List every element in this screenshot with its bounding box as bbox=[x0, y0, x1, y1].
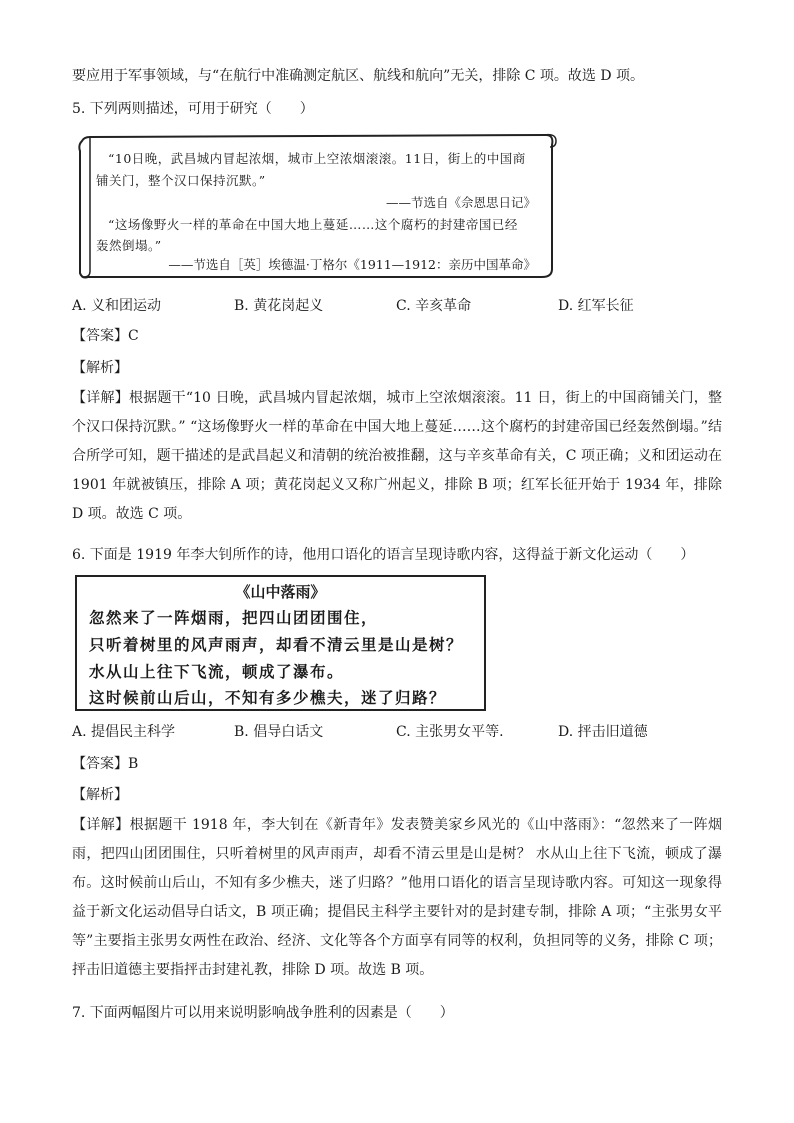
q5-option-a: A. 义和团运动 bbox=[72, 298, 162, 314]
q7-stem: 7. 下面两幅图片可以用来说明影响战争胜利的因素是（ ） bbox=[72, 1005, 454, 1021]
q5-quote2-line1: “这场像野火一样的革命在中国大地上蔓延……这个腐朽的封建帝国已经 bbox=[108, 217, 518, 232]
q6-stem: 6. 下面是 1919 年李大钊所作的诗，他用口语化的语言呈现诗歌内容，这得益于新文化运动（ ） bbox=[72, 547, 695, 563]
q6-poem-line-4: 这时候前山后山，不知有多少樵夫，迷了归路？ bbox=[89, 688, 447, 707]
q5-answer-label: 【答案】 bbox=[72, 328, 128, 344]
q6-poem-line-3: 水从山上往下飞流，顿成了瀑布。 bbox=[89, 662, 345, 681]
q6-detail: 【详解】根据题干 1918 年，李大钊在《新青年》发表赞美家乡风光的《山中落雨》：“忽然来了一阵烟雨，把四山团团围住，只听着树里的风声雨声，却看不清云里是山是树？ 水从山上往下飞流，顿成了瀑布。这时候前山后山，不知有多少樵夫，迷了归路？”他用口语化的语言呈现诗歌内容。可知这一现象得益于新文化运动倡导白话文，B 项正确；提倡民主科学主要针对的是封建专制，排除 A 项；“主张男女平等”主要指主张男女两性在政治、经济、文化等各个方面享有同等的权利，负担同等的义务，排除 C 项；抨击旧道德主要指抨击封建礼教，排除 D 项。故选 B 项。 bbox=[72, 817, 722, 978]
q5-quote1-line2: 铺关门，整个汉口保持沉默。” bbox=[96, 173, 266, 188]
q5-source1: ——节选自《佘恩思日记》 bbox=[385, 195, 536, 210]
q5-analysis-label: 【解析】 bbox=[72, 360, 128, 376]
q6-poem-box bbox=[75, 575, 486, 711]
q6-poem-line-1: 忽然来了一阵烟雨，把四山团团围住， bbox=[89, 608, 379, 627]
q5-stem: 5. 下列两则描述，可用于研究（ ） bbox=[72, 101, 314, 117]
q6-option-a: A. 提倡民主科学 bbox=[72, 724, 176, 740]
q5-quote-scroll bbox=[76, 131, 558, 281]
q5-option-c: C. 辛亥革命 bbox=[396, 298, 472, 314]
q5-option-d: D. 红军长征 bbox=[558, 298, 634, 314]
q5-source2: ——节选自［英］埃德温·丁格尔《1911—1912：亲历中国革命》 bbox=[168, 257, 536, 272]
q5-answer-row bbox=[72, 326, 139, 346]
q5-detail: 【详解】根据题干“10 日晚，武昌城内冒起浓烟，城市上空浓烟滚滚。11 日，街上的中国商铺关门，整个汉口保持沉默。” “这场像野火一样的革命在中国大地上蔓延……这个腐朽的封建帝国已经轰然倒塌。”结合所学可知，题干描述的是武昌起义和清朝的统治被推翻，这与辛亥革命有关，C 项正确；义和团运动在 1901 年就被镇压，排除 A 项；黄花岗起义又称广州起义，排除 B 项；红军长征开始于 1934 年，排除 D 项。故选 C 项。 bbox=[72, 390, 722, 522]
q5-option-b: B. 黄花岗起义 bbox=[234, 298, 324, 314]
q6-option-d: D. 抨击旧道德 bbox=[558, 724, 648, 740]
q6-answer-value: B bbox=[128, 756, 139, 772]
q6-answer-row bbox=[72, 754, 138, 774]
q5-quote1-line1: “10日晚，武昌城内冒起浓烟，城市上空浓烟滚滚。11日，街上的中国商 bbox=[108, 151, 526, 166]
q6-poem-title: 《山中落雨》 bbox=[235, 583, 326, 601]
q6-option-b: B. 倡导白话文 bbox=[234, 724, 324, 740]
q5-answer-value: C bbox=[128, 328, 139, 344]
q5-quote2-line2: 轰然倒塌。” bbox=[96, 238, 162, 253]
intro-line: 要应用于军事领域，与“在航行中准确测定航区、航线和航向”无关，排除 C 项。故选 D 项。 bbox=[72, 68, 645, 84]
q6-answer-label: 【答案】 bbox=[72, 756, 128, 772]
q6-analysis-label: 【解析】 bbox=[72, 787, 128, 803]
q6-option-c: C. 主张男女平等. bbox=[396, 724, 504, 740]
q6-poem-line-2: 只听着树里的风声雨声，却看不清云里是山是树？ bbox=[89, 635, 464, 654]
